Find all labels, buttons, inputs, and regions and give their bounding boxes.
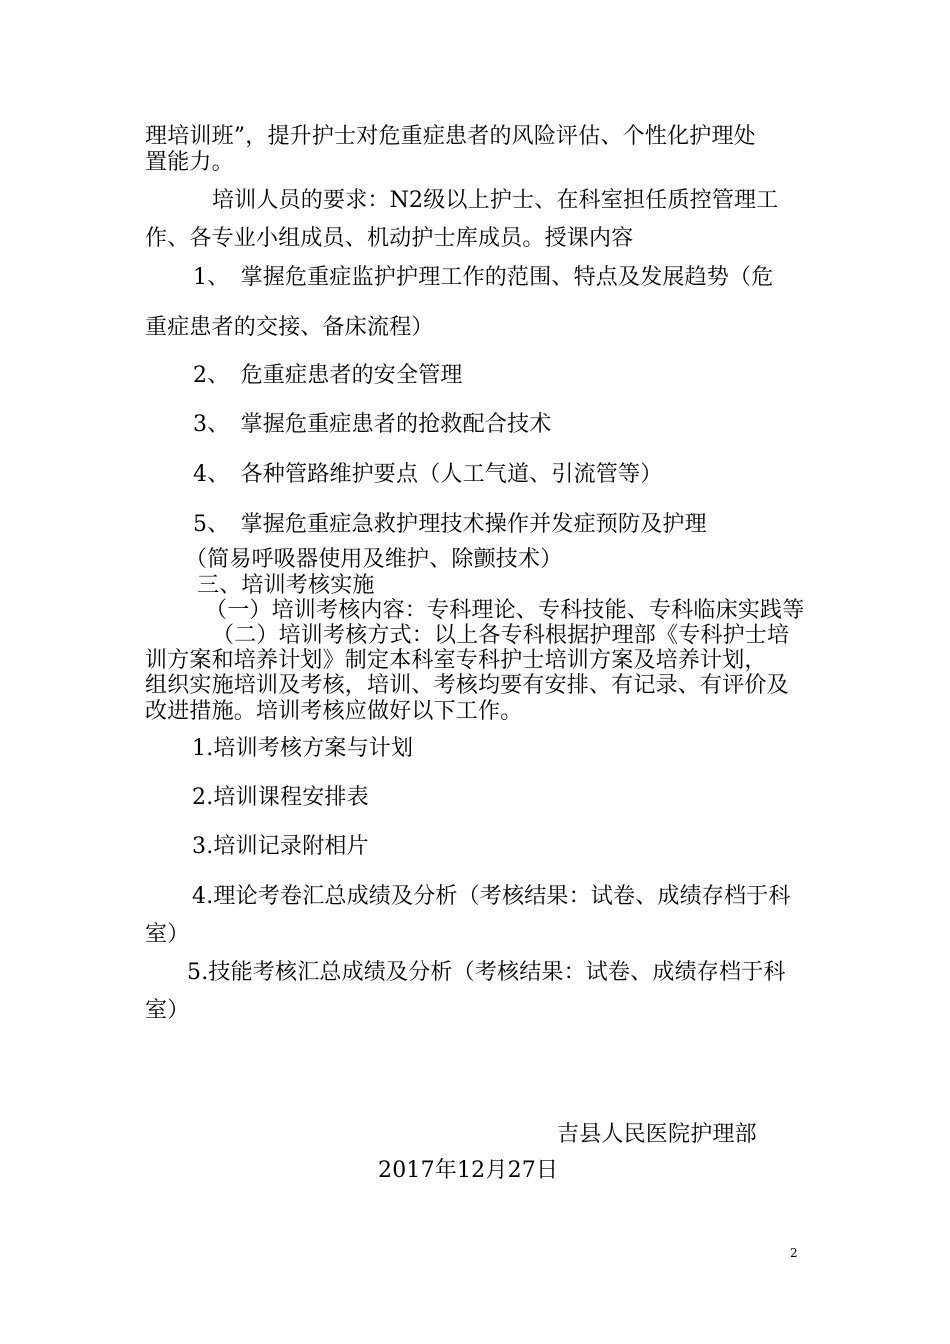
list-item: 5.技能考核汇总成绩及分析（考核结果：试卷、成绩存档于科: [187, 960, 786, 985]
paragraph-line: 作、各专业小组成员、机动护士库成员。授课内容: [145, 226, 634, 251]
list-item: 2、 危重症患者的安全管理: [193, 363, 463, 388]
page-number: 2: [790, 1246, 798, 1260]
list-item: 4.理论考卷汇总成绩及分析（考核结果：试卷、成绩存档于科: [192, 884, 791, 909]
list-item: 2.培训课程安排表: [192, 785, 369, 810]
paragraph-line: 培训人员的要求：N2级以上护士、在科室担任质控管理工: [212, 188, 779, 213]
paragraph-line: 改进措施。培训考核应做好以下工作。: [145, 699, 523, 724]
date: 2017年12月27日: [378, 1158, 559, 1183]
paragraph-line: 组织实施培训及考核，培训、考核均要有安排、有记录、有评价及: [145, 673, 789, 698]
paragraph-line: （二）培训考核方式：以上各专科根据护理部《专科护士培: [212, 623, 790, 648]
paragraph-line: 理培训班”，提升护士对危重症患者的风险评估、个性化护理处: [145, 124, 756, 149]
paragraph-line: （一）培训考核内容：专科理论、专科技能、专科临床实践等: [205, 598, 805, 623]
list-item-continuation: （简易呼吸器使用及维护、除颤技术）: [185, 547, 563, 572]
list-item: 3.培训记录附相片: [192, 834, 369, 859]
paragraph-line: 训方案和培养计划》制定本科室专科护士培训方案及培养计划，: [145, 648, 767, 673]
list-item: 4、 各种管路维护要点（人工气道、引流管等）: [193, 462, 663, 487]
list-item-continuation: 室）: [145, 922, 190, 947]
paragraph-line: 置能力。: [145, 150, 234, 175]
list-item-continuation: 重症患者的交接、备床流程）: [145, 315, 434, 340]
list-item: 5、 掌握危重症急救护理技术操作并发症预防及护理: [193, 512, 707, 537]
section-heading: 三、培训考核实施: [197, 573, 375, 598]
list-item-continuation: 室）: [145, 998, 190, 1023]
signature: 吉县人民医院护理部: [557, 1122, 757, 1147]
list-item: 1、 掌握危重症监护护理工作的范围、特点及发展趋势（危: [193, 265, 774, 290]
list-item: 1.培训考核方案与计划: [192, 736, 414, 761]
list-item: 3、 掌握危重症患者的抢救配合技术: [193, 412, 552, 437]
